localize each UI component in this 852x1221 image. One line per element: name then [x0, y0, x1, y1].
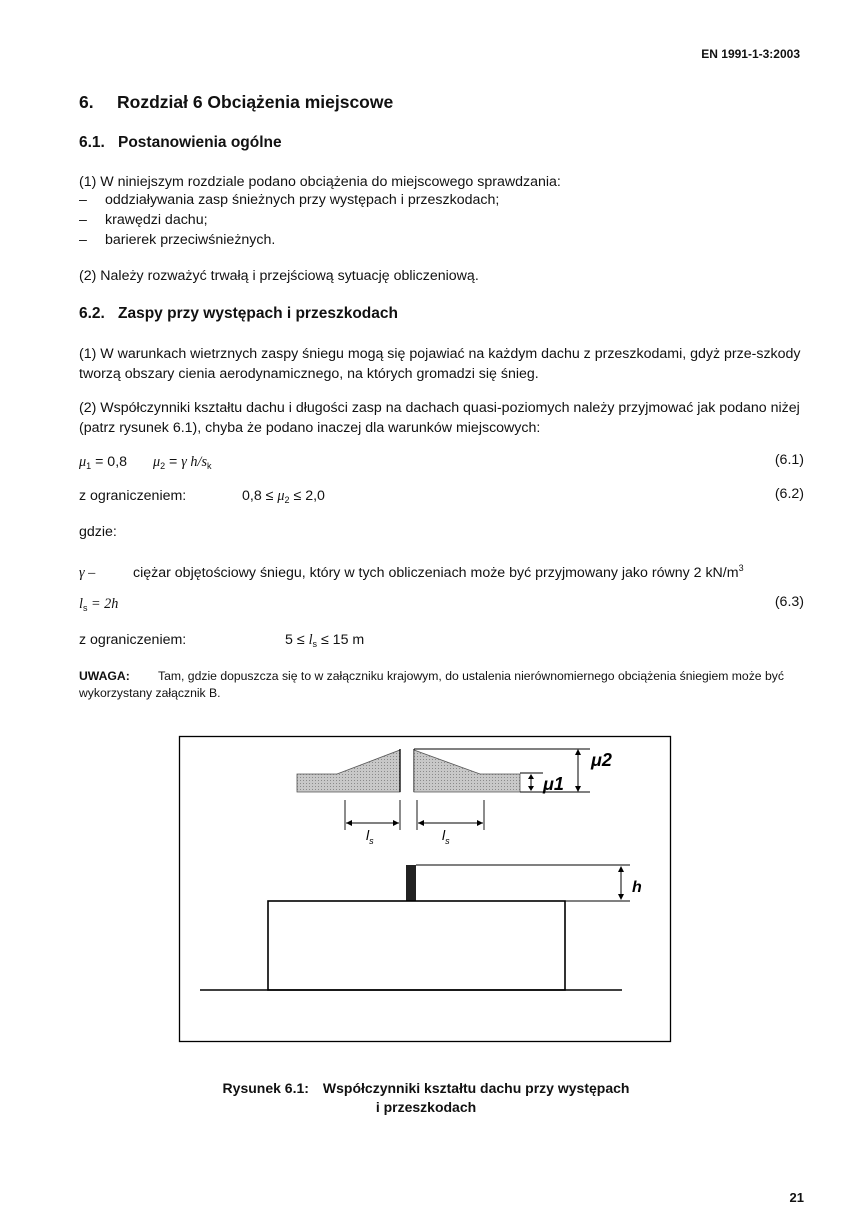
equation-label: z ograniczeniem:: [79, 488, 187, 504]
page-number: 21: [789, 1190, 804, 1205]
paragraph: (2) Należy rozważyć trwałą i przejściową sytuację obliczeniową.: [79, 268, 479, 284]
ls-label-right: $l_s$: [442, 827, 450, 846]
caption-line-2: i przeszkodach: [375, 1099, 477, 1115]
gamma-symbol: γ –: [79, 565, 96, 581]
equation-text: 0,8 ≤: [242, 488, 278, 504]
equation-number: (6.3): [774, 594, 804, 610]
note-label: UWAGA:: [79, 669, 130, 683]
subscript: 2: [284, 495, 290, 505]
arrow-head: [477, 820, 483, 826]
superscript: 3: [738, 563, 744, 573]
subscript: k: [206, 461, 212, 471]
chapter-title: Rozdział 6 Obciążenia miejscowe: [117, 92, 394, 112]
arrow-head: [618, 894, 624, 900]
section-number: 6.1.: [79, 134, 105, 151]
mu-symbol: μ: [277, 488, 285, 504]
arrow-head: [528, 786, 534, 791]
list-dash: –: [79, 192, 87, 208]
mu-symbol: μ: [79, 454, 87, 470]
left-snow-drift: [297, 750, 400, 792]
right-snow-drift: [414, 750, 520, 792]
figure-caption: [0, 1079, 852, 1117]
caption-label: Rysunek 6.1:: [222, 1080, 309, 1096]
equation-text: ≤ 2,0: [289, 488, 325, 504]
h-label: h: [632, 879, 642, 896]
section-title: Postanowienia ogólne: [118, 134, 282, 151]
caption-text: Współczynniki kształtu dachu przy występach: [322, 1080, 630, 1096]
subscript: s: [312, 639, 318, 649]
document-id: EN 1991-1-3:2003: [701, 47, 800, 61]
list-item-text: krawędzi dachu;: [105, 212, 208, 228]
list-dash: –: [79, 212, 87, 228]
equation-text: h/s: [186, 454, 207, 470]
caption-line-1: [0, 1079, 852, 1098]
paragraph: (1) W niniejszym rozdziale podano obciążenia do miejscowego sprawdzania:: [79, 174, 561, 190]
ls-label-left: $l_s$: [366, 827, 374, 846]
equation-text: = 0,8: [91, 454, 128, 470]
mu2-label: μ2: [591, 750, 612, 770]
definition-text: ciężar objętościowy śniegu, który w tych obliczeniach może być przyjmowany jako równy 2 kN/m: [133, 565, 739, 581]
arrow-head: [575, 786, 581, 792]
arrow-head: [618, 866, 624, 872]
paragraph: (2) Współczynniki kształtu dachu i długości zasp na dachach quasi-poziomych należy przyjmować jak podano niżej (patrz rysunek 6.1), chyba że podano inaczej dla warunków miejscowych:: [79, 400, 800, 436]
equation-number: (6.1): [774, 452, 804, 468]
list-item-text: barierek przeciwśnieżnych.: [105, 232, 276, 248]
building-outline: [268, 901, 565, 990]
chapter-number: 6.: [79, 92, 94, 112]
gdzie-label: gdzie:: [79, 524, 117, 540]
mu-symbol: μ: [152, 454, 161, 470]
subscript: 2: [160, 461, 166, 471]
equation-text: ≤ 15 m: [317, 632, 365, 648]
equation-text: 5 ≤: [285, 632, 309, 648]
arrow-head: [528, 774, 534, 779]
arrow-head: [393, 820, 399, 826]
obstacle-block: [406, 865, 416, 901]
section-title: Zaspy przy występach i przeszkodach: [118, 305, 398, 322]
subscript: 1: [86, 461, 92, 471]
arrow-head: [575, 749, 581, 755]
mu1-label: μ1: [543, 774, 564, 794]
l-symbol: l: [308, 632, 313, 648]
arrow-head: [346, 820, 352, 826]
paragraph: (1) W warunkach wietrznych zaspy śniegu mogą się pojawiać na każdym dachu z przeszkodami, gdyż prze-szkody tworzą obszary cienia aerodynamicznego, na których gromadzi się śnieg.: [79, 346, 801, 382]
l-symbol: l: [79, 596, 83, 612]
equation-label: z ograniczeniem:: [79, 632, 187, 648]
equation-number: (6.2): [774, 486, 804, 502]
section-number: 6.2.: [79, 305, 105, 322]
equation-text: =: [165, 454, 182, 470]
equation-text: = 2h: [87, 596, 119, 612]
subscript: s: [82, 603, 88, 613]
list-item-text: oddziaływania zasp śnieżnych przy występach i przeszkodach;: [105, 192, 500, 208]
list-dash: –: [79, 232, 87, 248]
arrow-head: [418, 820, 424, 826]
gamma-symbol: γ: [181, 454, 187, 470]
note-text: Tam, gdzie dopuszcza się to w załączniku krajowym, do ustalenia nierównomiernego obciążenia śniegiem może być wykorzystany załącznik B.: [79, 669, 784, 700]
